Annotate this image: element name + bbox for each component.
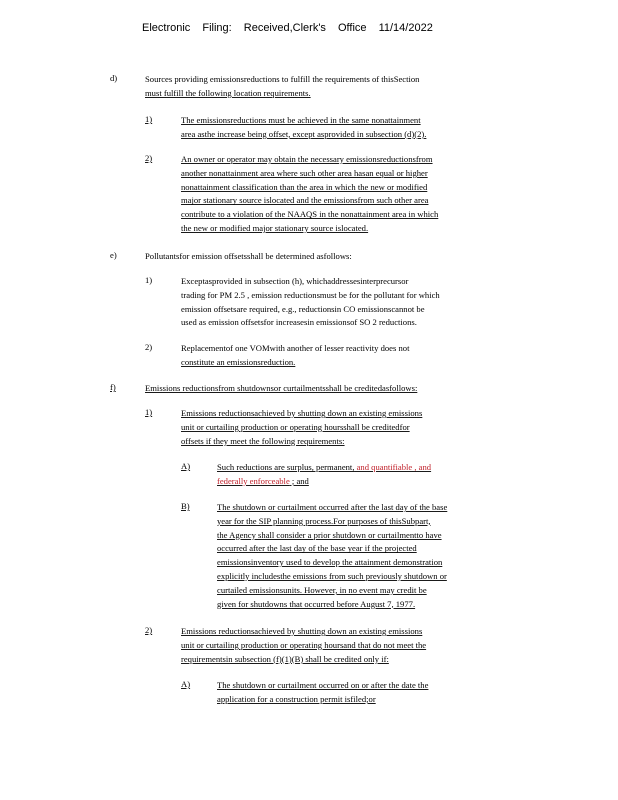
section-d1-text [181, 114, 426, 142]
section-f2-label: 2) [145, 625, 153, 635]
section-e1-text [181, 275, 440, 330]
text-line: explicitly includesthe emissions from such previously shutdown or [217, 570, 447, 581]
text-line: Replacementof one VOMwith another of lesser reactivity does not [181, 343, 410, 353]
filing-header: Electronic Filing: Received,Clerk's Office 11/14/2022 [142, 22, 433, 34]
text-line: another nonattainment area where such other area hasan equal or higher [181, 167, 428, 178]
section-d1-label: 1) [145, 114, 153, 124]
text-line: unit or curtailing production or operating hoursshall be creditedfor [181, 421, 410, 432]
text-line: the Agency shall consider a prior shutdown or curtailmentto have [217, 529, 442, 540]
section-f2-text [181, 625, 426, 666]
text-run: ; and [289, 475, 309, 486]
section-f2a-text [217, 679, 428, 707]
text-line: An owner or operator may obtain the necessary emissionsreductionsfrom [181, 154, 433, 164]
section-e-text [145, 250, 352, 264]
text-line: Sources providing emissionsreductions to fulfill the requirements of thisSection [145, 74, 420, 84]
section-f1a-text [217, 461, 431, 489]
section-e2-text [181, 342, 409, 370]
text-line: Exceptasprovided in subsection (h), whichaddressesinterprecursor [181, 276, 409, 286]
section-f1b-label: B) [181, 501, 190, 511]
section-d2-text [181, 153, 438, 236]
text-line: constitute an emissionsreduction. [181, 356, 296, 367]
text-line: the new or modified major stationary source islocated. [181, 222, 369, 233]
section-f-text [145, 382, 417, 396]
text-line: major stationary source islocated and the emissionsfrom such other area [181, 195, 429, 206]
text-line [217, 461, 431, 475]
text-line: area asthe increase being offset, except asprovided in subsection (d)(2). [181, 128, 427, 139]
text-line: given for shutdowns that occurred before August 7, 1977. [217, 598, 416, 609]
text-line: Emissions reductionsfrom shutdownsor curtailmentsshall be creditedasfollows: [145, 383, 418, 393]
text-line: requirementsin subsection (f)(1)(B) shall be credited only if: [181, 653, 389, 664]
section-e-label: e) [110, 250, 117, 260]
text-line: occurred after the last day of the base year if the projected [217, 543, 417, 554]
text-line: curtailed emissionsunits. However, in no event may credit be [217, 584, 427, 595]
text-line: Emissions reductionsachieved by shutting down an existing emissions [181, 626, 423, 636]
text-run-red: federally enforceable [217, 475, 290, 486]
text-line: Pollutantsfor emission offsetsshall be determined asfollows: [145, 251, 352, 261]
text-line: The shutdown or curtailment occurred on or after the date the [217, 680, 429, 690]
section-d2-label: 2) [145, 153, 153, 163]
section-d-text [145, 73, 419, 101]
text-line: year for the SIP planning process.For purposes of thisSubpart, [217, 515, 431, 526]
section-f2a-label: A) [181, 679, 191, 689]
section-f1a-label: A) [181, 461, 191, 471]
text-line [217, 475, 431, 489]
section-f-label: f) [110, 382, 116, 392]
text-run-red: and quantifiable , and [354, 462, 432, 472]
text-line: nonattainment classification than the area in which the new or modified [181, 181, 428, 192]
text-line: emission offsetsare required, e.g., reductionsin CO emissionscannot be [181, 303, 425, 314]
section-d-label: d) [110, 73, 118, 83]
section-e1-label: 1) [145, 275, 153, 285]
text-line: emissionsinventory used to develop the attainment demonstration [217, 557, 443, 568]
section-f1-text [181, 407, 422, 448]
section-f1-label: 1) [145, 407, 153, 417]
text-line: trading for PM 2.5 , emission reductionsmust be for the pollutant for which [181, 289, 440, 300]
text-line: used as emission offsetsfor increasesin emissionsof SO 2 reductions. [181, 317, 417, 328]
text-line: application for a construction permit isfiled;or [217, 693, 376, 704]
text-line: The emissionsreductions must be achieved in the same nonattainment [181, 115, 421, 125]
section-f1b-text [217, 501, 447, 611]
section-e2-label: 2) [145, 342, 153, 352]
text-line: Emissions reductionsachieved by shutting down an existing emissions [181, 408, 423, 418]
text-line: offsets if they meet the following requirements: [181, 435, 345, 446]
text-line: The shutdown or curtailment occurred after the last day of the base [217, 502, 448, 512]
text-line: contribute to a violation of the NAAQS in the nonattainment area in which [181, 209, 439, 220]
text-line: must fulfill the following location requirements. [145, 87, 311, 98]
text-run: Such reductions are surplus, permanent, [217, 462, 355, 472]
text-line: unit or curtailing production or operating hoursand that do not meet the [181, 639, 427, 650]
